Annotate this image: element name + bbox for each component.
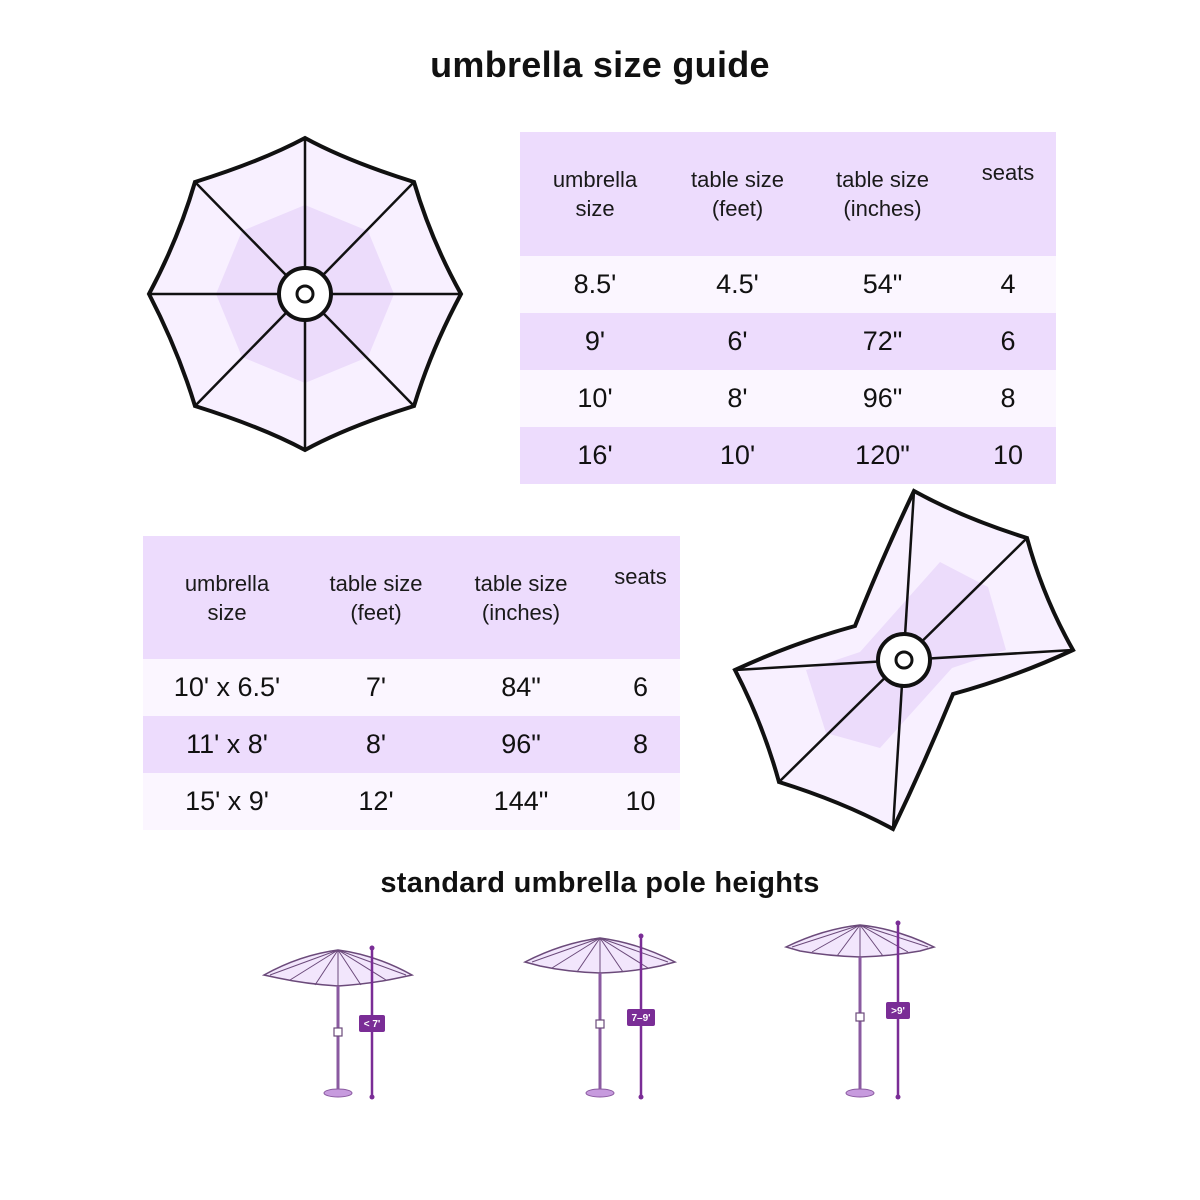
short-pole-umbrella-icon xyxy=(264,946,412,1100)
table-cell: 15' x 9' xyxy=(143,773,311,830)
table-cell: 10' x 6.5' xyxy=(143,659,311,716)
table-cell: 12' xyxy=(311,773,441,830)
column-header: table size (feet) xyxy=(670,132,805,256)
table-cell: 6' xyxy=(670,313,805,370)
table-header-row xyxy=(143,536,680,659)
pole-height-label-short: < 7' xyxy=(363,1019,381,1030)
column-header: umbrella size xyxy=(143,536,311,659)
column-header: umbrella size xyxy=(520,132,670,256)
rectangular-umbrella-top-view-icon xyxy=(735,491,1073,829)
pole-height-label-medium: 7–9' xyxy=(631,1013,651,1024)
table-cell: 4 xyxy=(960,256,1056,313)
table-row xyxy=(520,427,1056,484)
table-cell: 8 xyxy=(960,370,1056,427)
column-header: table size (feet) xyxy=(311,536,441,659)
table-cell: 6 xyxy=(601,659,680,716)
table-cell: 8 xyxy=(601,716,680,773)
table-cell: 11' x 8' xyxy=(143,716,311,773)
column-header: table size (inches) xyxy=(805,132,960,256)
column-header: seats xyxy=(960,132,1056,256)
table-row xyxy=(143,716,680,773)
table-cell: 144" xyxy=(441,773,601,830)
table-cell: 16' xyxy=(520,427,670,484)
table-cell: 8' xyxy=(670,370,805,427)
medium-pole-umbrella-icon xyxy=(525,934,675,1100)
round-umbrella-top-view-icon xyxy=(149,138,461,450)
column-header: seats xyxy=(601,536,680,659)
table-cell: 84" xyxy=(441,659,601,716)
table-cell: 54" xyxy=(805,256,960,313)
table-cell: 7' xyxy=(311,659,441,716)
tall-pole-umbrella-icon xyxy=(786,921,934,1100)
table-cell: 96" xyxy=(441,716,601,773)
table-cell: 96" xyxy=(805,370,960,427)
table-cell: 120" xyxy=(805,427,960,484)
pole-heights-title: standard umbrella pole heights xyxy=(380,867,820,899)
page-title: umbrella size guide xyxy=(430,44,770,85)
table-row xyxy=(143,773,680,830)
table-row xyxy=(520,256,1056,313)
table-cell: 10' xyxy=(670,427,805,484)
table-cell: 10 xyxy=(601,773,680,830)
table-cell: 9' xyxy=(520,313,670,370)
table-cell: 8.5' xyxy=(520,256,670,313)
table-cell: 72" xyxy=(805,313,960,370)
table-cell: 8' xyxy=(311,716,441,773)
table-row xyxy=(520,370,1056,427)
table-cell: 4.5' xyxy=(670,256,805,313)
column-header: table size (inches) xyxy=(441,536,601,659)
table-cell: 10 xyxy=(960,427,1056,484)
pole-height-label-tall: >9' xyxy=(891,1006,905,1017)
table-header-row xyxy=(520,132,1056,256)
table-row xyxy=(143,659,680,716)
table-cell: 6 xyxy=(960,313,1056,370)
table-cell: 10' xyxy=(520,370,670,427)
rectangular-umbrella-size-table xyxy=(143,536,680,830)
table-row xyxy=(520,313,1056,370)
round-umbrella-size-table xyxy=(520,132,1056,484)
